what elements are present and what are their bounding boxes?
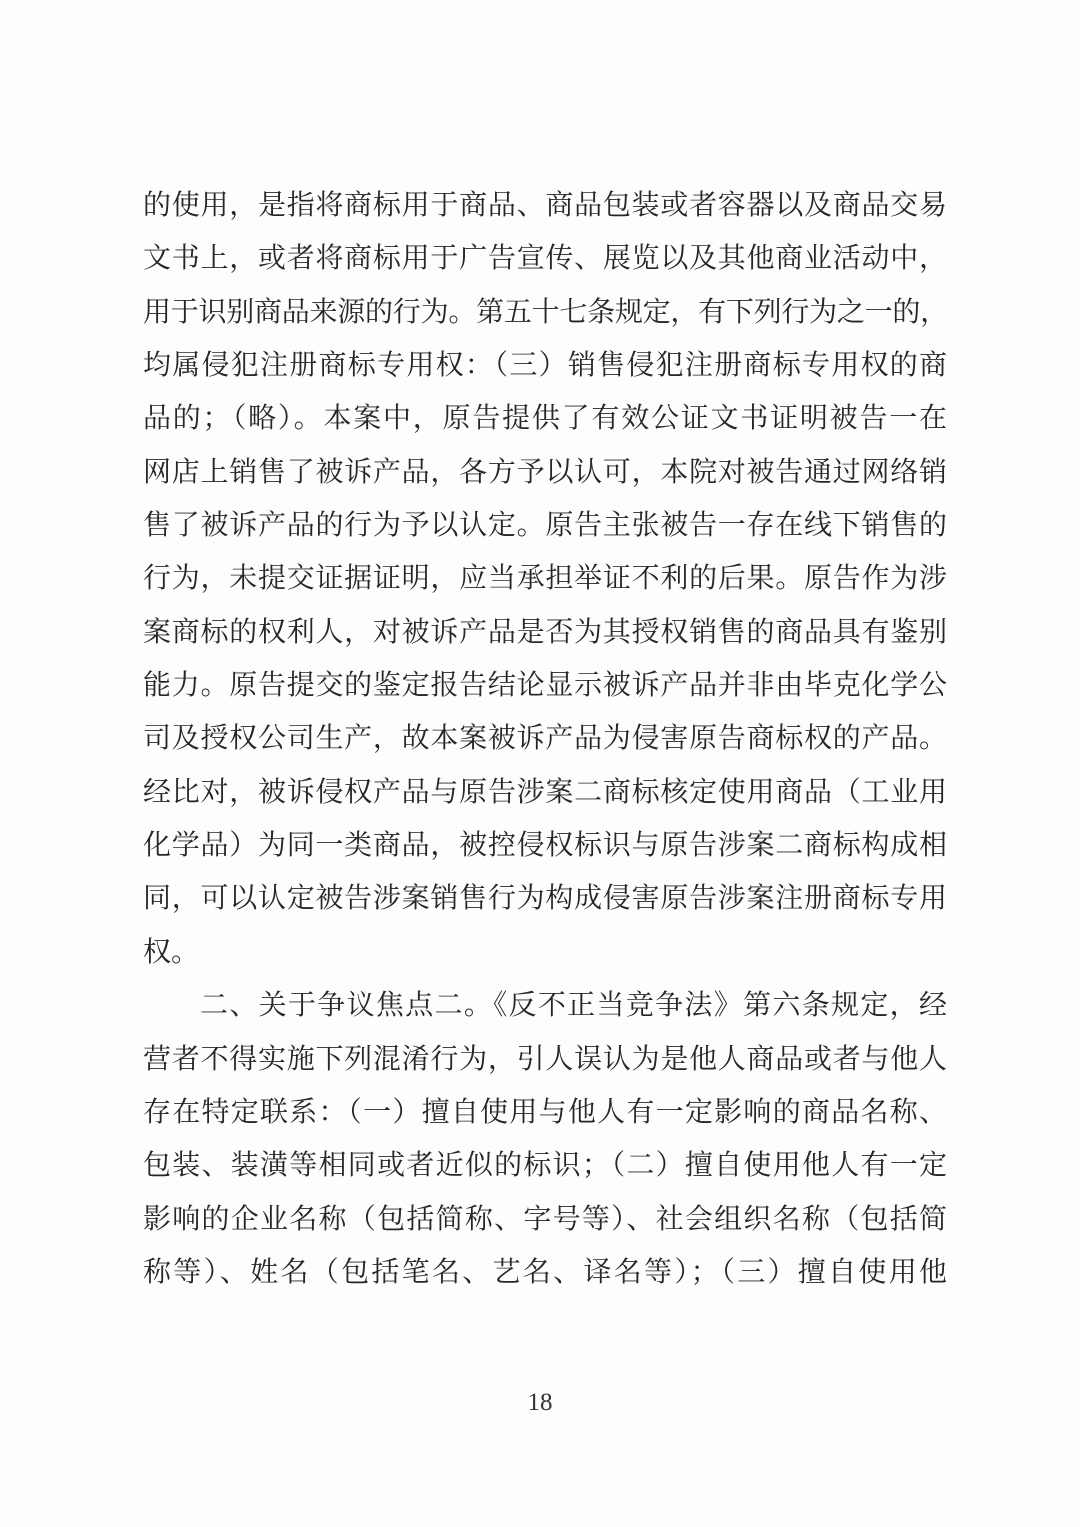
text-line: 化学品）为同一类商品，被控侵权标识与原告涉案二商标构成相: [143, 830, 947, 862]
text-line: 称等）、姓名（包括笔名、艺名、译名等）；（三）擅自使用他: [143, 1256, 947, 1288]
text-line: 能力。原告提交的鉴定报告结论显示被诉产品并非由毕克化学公: [143, 670, 947, 702]
text-line: 行为，未提交证据证明，应当承担举证不利的后果。原告作为涉: [143, 563, 947, 595]
text-line: 存在特定联系：（一）擅自使用与他人有一定影响的商品名称、: [143, 1096, 947, 1128]
text-line: 包装、装潢等相同或者近似的标识；（二）擅自使用他人有一定: [143, 1150, 947, 1182]
page-number: 18: [527, 1389, 553, 1416]
text-line: 文书上，或者将商标用于广告宣传、展览以及其他商业活动中，: [143, 243, 947, 275]
text-line: 案商标的权利人，对被诉产品是否为其授权销售的商品具有鉴别: [143, 616, 947, 648]
text-line: 的使用，是指将商标用于商品、商品包装或者容器以及商品交易: [143, 190, 947, 221]
text-line: 售了被诉产品的行为予以认定。原告主张被告一存在线下销售的: [143, 510, 947, 542]
text-line: 营者不得实施下列混淆行为，引人误认为是他人商品或者与他人: [143, 1043, 947, 1075]
text-line: 二、关于争议焦点二。《反不正当竞争法》第六条规定，经: [200, 990, 947, 1022]
text-line: 均属侵犯注册商标专用权：（三）销售侵犯注册商标专用权的商: [143, 350, 947, 382]
text-line: 经比对，被诉侵权产品与原告涉案二商标核定使用商品（工业用: [143, 776, 947, 808]
text-line: 品的；（略）。本案中，原告提供了有效公证文书证明被告一在: [143, 403, 947, 435]
text-line: 权。: [143, 936, 200, 968]
text-line: 同，可以认定被告涉案销售行为构成侵害原告涉案注册商标专用: [143, 883, 947, 915]
document-lines: [143, 179, 947, 1299]
text-line: 司及授权公司生产，故本案被诉产品为侵害原告商标权的产品。: [143, 723, 947, 755]
text-line: 网店上销售了被诉产品，各方予以认可，本院对被告通过网络销: [143, 456, 947, 488]
text-line: 用于识别商品来源的行为。第五十七条规定，有下列行为之一的，: [143, 296, 947, 328]
text-line: 影响的企业名称（包括简称、字号等）、社会组织名称（包括简: [143, 1203, 947, 1235]
